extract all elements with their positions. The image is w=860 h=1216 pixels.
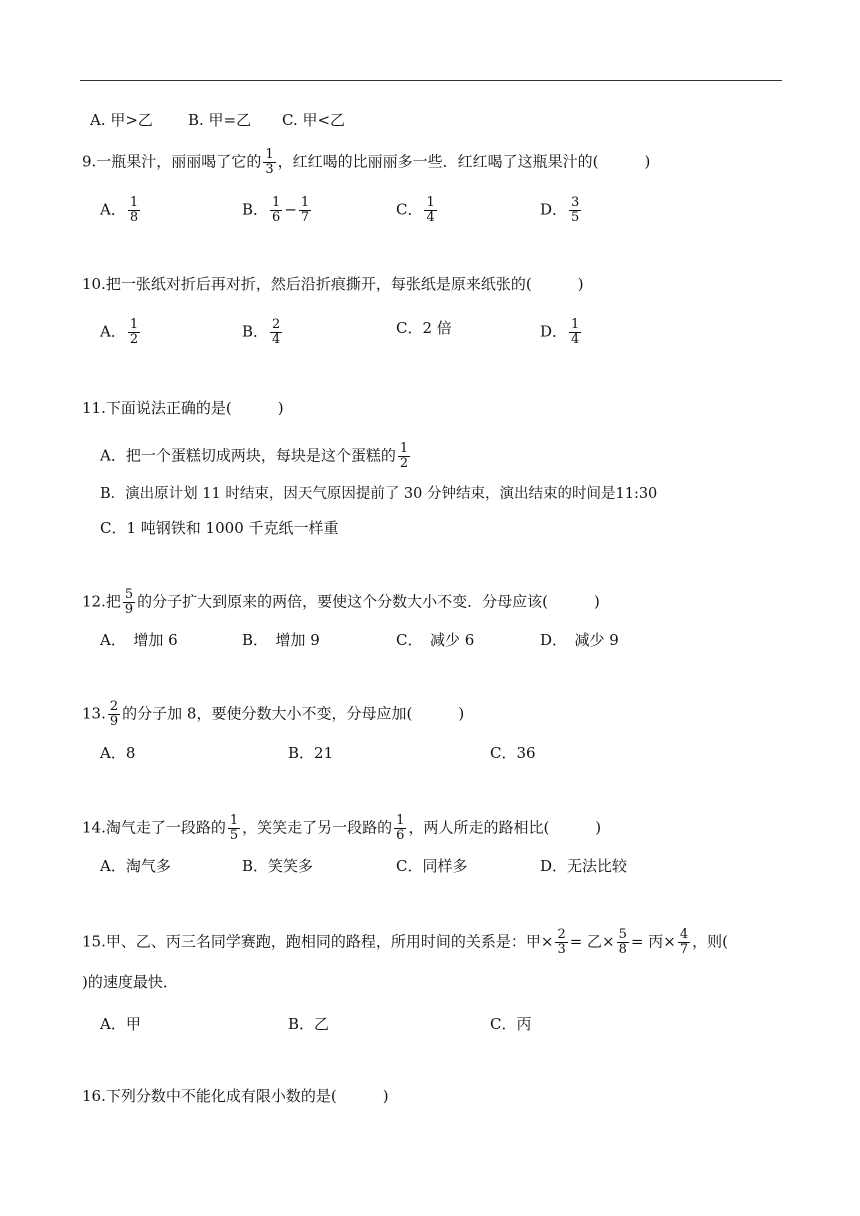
q9-question: 9.一瓶果汁，丽丽喝了它的 $\frac{1}{3}$ ，红红喝的比丽丽多一些．红红喝了这瓶果汁的( ) — [82, 147, 651, 177]
q15-question: 15.甲、乙、丙三名同学赛跑，跑相同的路程，所用时间的关系是：甲× $\frac{2}{3}$ = 乙× $\frac{5}{8}$ = 丙× $\frac{4}{7}$ ，则( — [82, 927, 728, 957]
q8-option-c[interactable]: C. 甲<乙 — [282, 111, 346, 129]
q11-option-c[interactable]: C．1 吨钢铁和 1000 千克纸一样重 — [100, 519, 339, 537]
q9-option-d[interactable]: D． $\frac{3}{5}$ — [540, 195, 580, 225]
q13-option-c[interactable]: C．36 — [490, 744, 536, 762]
q12-option-d[interactable]: D． 减少 9 — [540, 631, 619, 649]
q13-question: 13. $\frac{2}{9}$ 的分子加 8，要使分数大小不变，分母应加( ) — [82, 699, 465, 729]
q16-question: 16.下列分数中不能化成有限小数的是( ) — [82, 1087, 389, 1105]
q9-option-b[interactable]: B． $\frac{1}{6}$ − $\frac{1}{7}$ — [242, 195, 310, 225]
q9-option-a[interactable]: A． $\frac{1}{8}$ — [100, 195, 139, 225]
header-rule — [80, 80, 782, 81]
q10-option-b[interactable]: B． $\frac{2}{4}$ — [242, 317, 281, 347]
q15-option-a[interactable]: A．甲 — [100, 1015, 141, 1033]
q15-option-b[interactable]: B．乙 — [288, 1015, 330, 1033]
q13-option-a[interactable]: A．8 — [100, 744, 136, 762]
q10-option-d[interactable]: D． $\frac{1}{4}$ — [540, 317, 580, 347]
q10-question: 10.把一张纸对折后再对折，然后沿折痕撕开，每张纸是原来纸张的( ) — [82, 275, 584, 293]
q10-option-c[interactable]: C．2 倍 — [396, 319, 452, 337]
q9-fraction: $\frac{1}{3}$ — [265, 147, 274, 177]
q12-option-a[interactable]: A． 增加 6 — [100, 631, 178, 649]
q12-question: 12.把 $\frac{5}{9}$ 的分子扩大到原来的两倍，要使这个分数大小不变．分母应该( ) — [82, 587, 600, 617]
q8-option-b[interactable]: B. 甲=乙 — [188, 111, 252, 129]
q14-option-c[interactable]: C．同样多 — [396, 857, 468, 875]
q14-option-b[interactable]: B．笑笑多 — [242, 857, 314, 875]
q11-option-b[interactable]: B．演出原计划 11 时结束，因天气原因提前了 30 分钟结束，演出结束的时间是11:30 — [100, 486, 658, 502]
q10-option-a[interactable]: A． $\frac{1}{2}$ — [100, 317, 139, 347]
q12-option-c[interactable]: C． 减少 6 — [396, 631, 475, 649]
q15-option-c[interactable]: C．丙 — [490, 1015, 532, 1033]
q11-question: 11.下面说法正确的是( ) — [82, 399, 284, 417]
q14-question: 14.淘气走了一段路的 $\frac{1}{5}$ ，笑笑走了另一段路的 $\frac{1}{6}$ ，两人所走的路相比( ) — [82, 813, 602, 843]
q8-option-a[interactable]: A. 甲>乙 — [90, 111, 153, 129]
q9-option-c[interactable]: C． $\frac{1}{4}$ — [396, 195, 435, 225]
q14-option-a[interactable]: A．淘气多 — [100, 857, 171, 875]
q11-option-a[interactable]: A．把一个蛋糕切成两块，每块是这个蛋糕的 $\frac{1}{2}$ — [100, 441, 409, 471]
q15-question-line2: )的速度最快． — [82, 973, 178, 991]
q12-option-b[interactable]: B． 增加 9 — [242, 631, 320, 649]
q14-option-d[interactable]: D．无法比较 — [540, 857, 628, 875]
q13-option-b[interactable]: B．21 — [288, 744, 334, 762]
